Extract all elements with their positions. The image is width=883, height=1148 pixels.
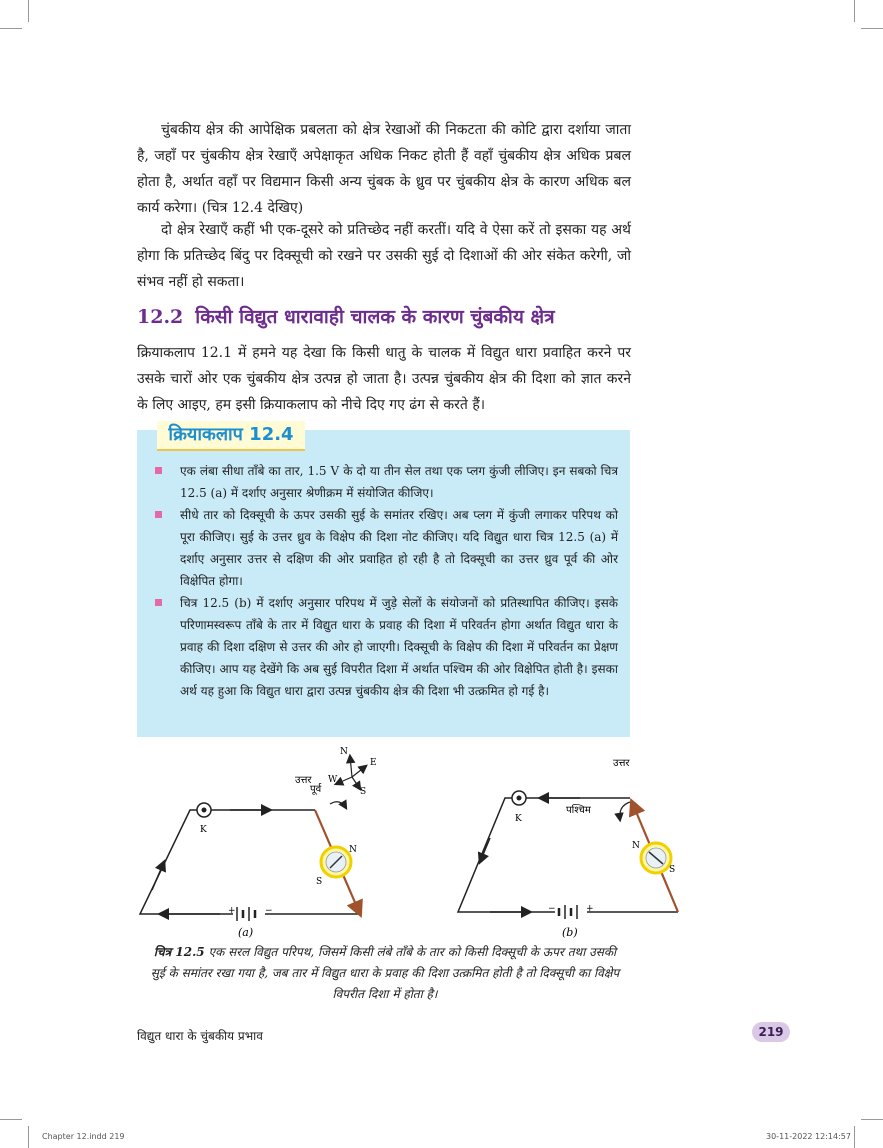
figure-b-label: (b)	[562, 926, 578, 939]
key-label: K	[515, 814, 522, 824]
north-label: उत्तर	[613, 758, 630, 769]
arrow-left-wire	[480, 838, 490, 862]
list-item-text: एक लंबा सीधा ताँबे का तार, 1.5 V के दो या तीन सेल तथा एक प्लग कुंजी लीजिए। इन सबको चित्र 12.5 (a) में दर्शाए अनुसार श्रेणीक्रम में संयोजित कीजिए।	[180, 464, 618, 500]
crop-mark	[854, 1126, 855, 1148]
list-item	[155, 504, 618, 592]
west-label: पश्चिम	[566, 805, 591, 816]
deflection-arrow	[620, 802, 630, 820]
bullet-icon	[155, 511, 162, 518]
battery-minus: −	[548, 904, 556, 914]
crop-mark	[28, 1126, 29, 1148]
paragraph-no-intersection	[137, 217, 631, 295]
battery-icon	[555, 905, 587, 919]
bullet-icon	[155, 467, 162, 474]
plug-key-dot	[202, 808, 207, 813]
page-number: 219	[752, 1022, 790, 1042]
list-item	[155, 460, 618, 504]
bullet-icon	[155, 599, 162, 606]
figure-caption	[150, 942, 620, 1005]
figure-a-label: (a)	[238, 926, 254, 939]
compass-icon	[321, 847, 351, 877]
battery-minus: −	[265, 906, 273, 916]
east-label: पूर्व	[310, 784, 322, 795]
section-title: किसी विद्युत धारावाही चालक के कारण चुंबकीय क्षेत्र	[195, 306, 555, 328]
crop-mark	[861, 1119, 883, 1120]
list-item-text: सीधे तार को दिक्सूची के ऊपर उसकी सुई के समांतर रखिए। अब प्लग में कुंजी लगाकर परिपथ को पूरा कीजिए। सुई के उत्तर ध्रुव के विक्षेप की दिशा नोट कीजिए। यदि विद्युत धारा चित्र 12.5 (a) में दर्शाए अनुसार उत्तर से दक्षिण की ओर प्रवाहित हो रही है तो दिक्सूची का उत्तर ध्रुव पूर्व की ओर विक्षेपित होगा।	[180, 508, 618, 588]
rose-south: S	[360, 787, 367, 797]
crop-mark	[0, 28, 22, 29]
caption-text: एक सरल विद्युत परिपथ, जिसमें किसी लंबे ताँबे के तार को किसी दिक्सूची के ऊपर तथा उसकी सुई के समांतर रखा गया है, जब तार में विद्युत धारा के प्रवाह की दिशा उत्क्रमित होती है तो दिक्सूची का विक्षेप विपरीत दिशा में होता है।	[150, 945, 620, 1001]
rose-north: N	[340, 747, 348, 757]
battery-plus: +	[228, 906, 236, 916]
intro-text: क्रियाकलाप 12.1 में हमने यह देखा कि किसी धातु के चालक में विद्युत धारा प्रवाहित करने पर उसके चारों ओर एक चुंबकीय क्षेत्र उत्पन्न हो जाता है। उत्पन्न चुंबकीय क्षेत्र की दिशा को ज्ञात करने के लिए आइए, हम इसी क्रियाकलाप को नीचे दिए गए ढंग से करते हैं।	[137, 345, 631, 413]
circuit-figure	[130, 742, 690, 942]
needle-north-label: N	[632, 841, 640, 851]
rose-arrow	[350, 756, 352, 777]
compass-icon	[641, 843, 671, 873]
rose-arrow	[352, 766, 366, 777]
rose-arrow	[336, 777, 352, 784]
rose-east: E	[370, 758, 377, 768]
list-item-text: चित्र 12.5 (b) में दर्शाए अनुसार परिपथ में जुड़े सेलों के संयोजनों को प्रतिस्थापित कीजिए। इसके परिणामस्वरूप ताँबे के तार में विद्युत धारा के प्रवाह की दिशा में परिवर्तन होगा अर्थात विद्युत धारा के प्रवाह की दिशा दक्षिण से उत्तर की ओर हो जाएगी। दिक्सूची के विक्षेप की दिशा में परिवर्तन का प्रेक्षण कीजिए। आप यह देखेंगे कि अब सुई विपरीत दिशा में अर्थात पश्चिम की ओर विक्षेपित होती है। इसका अर्थ यह हुआ कि विद्युत धारा द्वारा उत्पन्न चुंबकीय क्षेत्र की दिशा भी उत्क्रमित हो गई है।	[180, 596, 618, 698]
figure-a	[140, 747, 377, 939]
paragraph-field-strength	[137, 117, 631, 221]
figure-b	[458, 758, 678, 939]
needle-north-label: N	[349, 845, 357, 855]
section-number: 12.2	[137, 306, 184, 328]
caption-label: चित्र 12.5	[153, 945, 205, 959]
crop-mark	[861, 28, 883, 29]
crop-mark	[854, 0, 855, 22]
list-item	[155, 592, 618, 702]
paragraph-text: चुंबकीय क्षेत्र की आपेक्षिक प्रबलता को क्षेत्र रेखाओं की निकटता की कोटि द्वारा दर्शाया जाता है, जहाँ पर चुंबकीय क्षेत्र रेखाएँ अपेक्षाकृत अधिक निकट होती हैं वहाँ चुंबकीय क्षेत्र अधिक प्रबल होता है, अर्थात वहाँ पर विद्यमान किसी अन्य चुंबक के ध्रुव पर चुंबकीय क्षेत्र के कारण अधिक बल कार्य करेगा। (चित्र 12.4 देखिए)	[137, 122, 631, 216]
rose-west: W	[328, 775, 338, 785]
intro-paragraph	[137, 340, 631, 418]
crop-mark	[0, 1119, 22, 1120]
needle-south-label: S	[669, 865, 676, 875]
needle-south-label: S	[316, 877, 323, 887]
deflection-arrow	[330, 802, 346, 808]
paragraph-text: दो क्षेत्र रेखाएँ कहीं भी एक-दूसरे को प्रतिच्छेद नहीं करतीं। यदि वे ऐसा करें तो इसका यह अर्थ होगा कि प्रतिच्छेद बिंदु पर दिक्सूची को रखने पर उसकी सुई दो दिशाओं की ओर संकेत करेगी, जो संभव नहीं हो सकता।	[137, 222, 631, 290]
activity-list	[155, 460, 618, 702]
rose-arrow	[352, 777, 360, 789]
crop-mark	[28, 0, 29, 22]
running-footer: विद्युत धारा के चुंबकीय प्रभाव	[137, 1029, 263, 1043]
print-slug-file: Chapter 12.indd 219	[42, 1132, 125, 1141]
battery-icon	[233, 907, 265, 921]
battery-plus: +	[586, 904, 594, 914]
north-label: उत्तर	[295, 775, 312, 786]
key-label: K	[200, 825, 207, 835]
plug-key-dot	[517, 796, 522, 801]
print-slug-date: 30-11-2022 12:14:57	[766, 1132, 851, 1141]
arrow-left-wire	[152, 862, 164, 890]
section-heading	[137, 303, 757, 329]
activity-title: क्रियाकलाप 12.4	[157, 421, 305, 451]
direction-rose-icon	[336, 756, 366, 789]
